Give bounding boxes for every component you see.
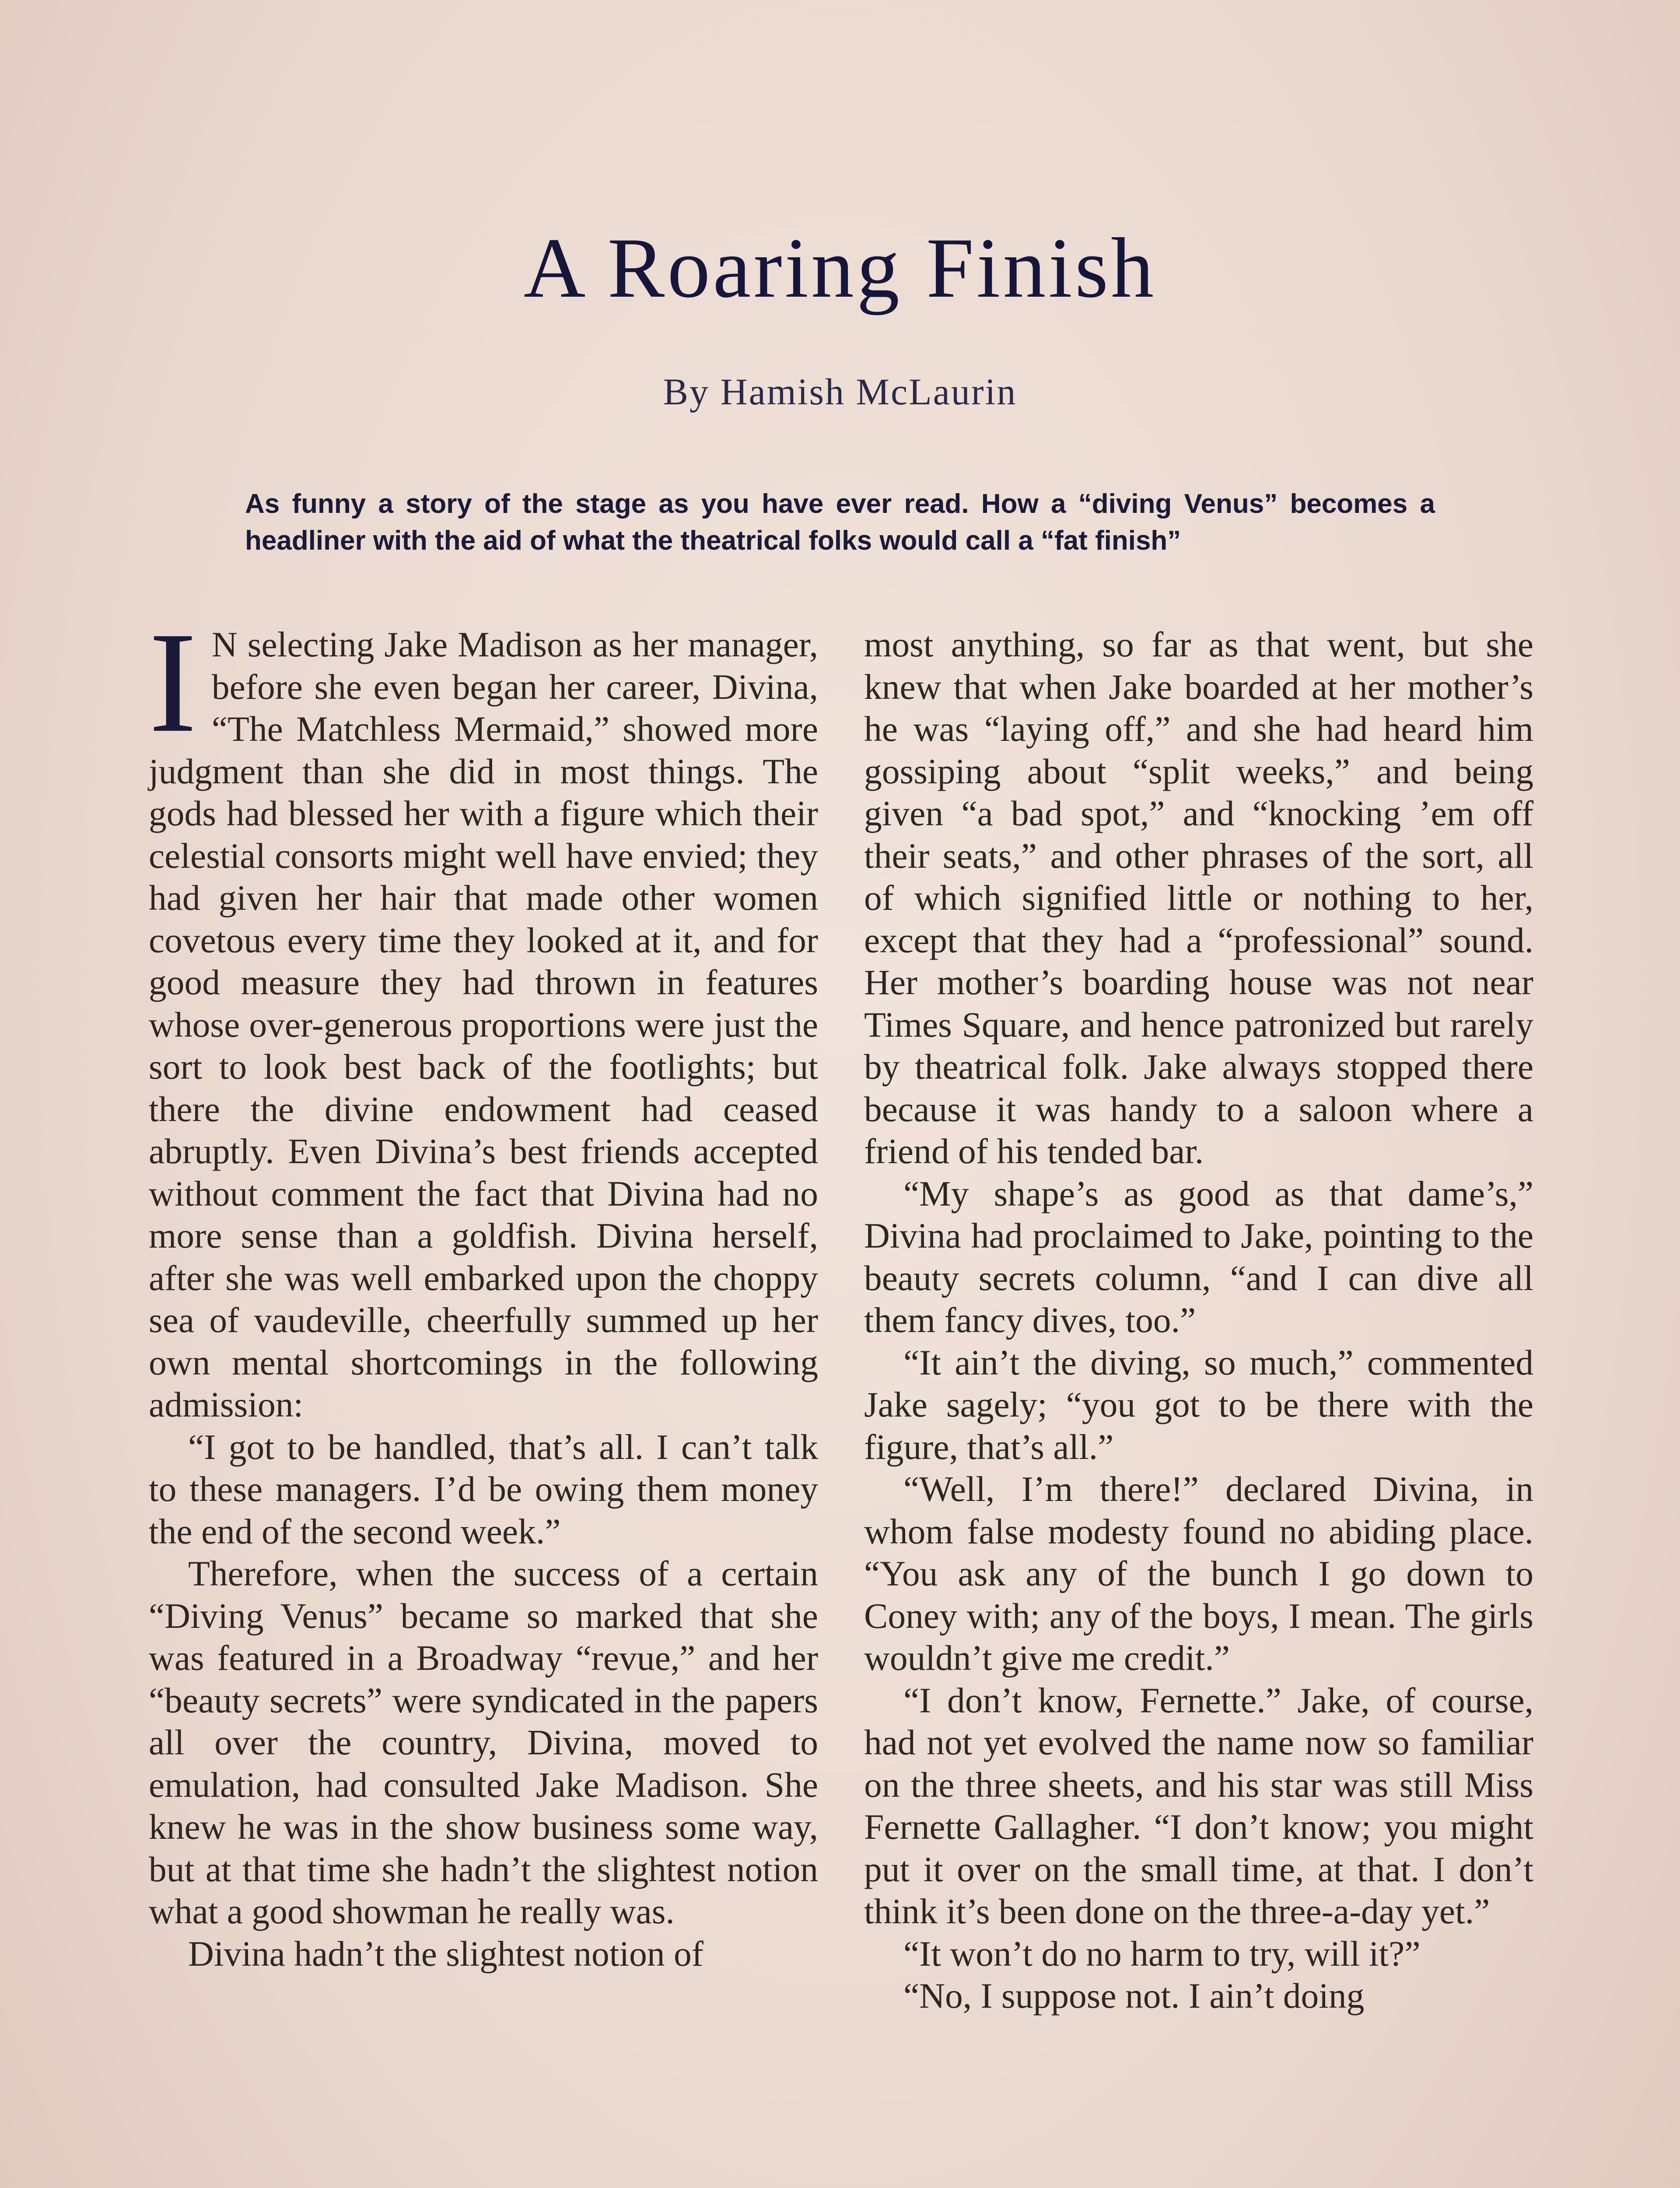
drop-cap: I	[149, 603, 197, 762]
paragraph: Divina hadn’t the slightest notion of	[188, 1933, 704, 1974]
story-deck: As funny a story of the stage as you have ever read. How a “diving Venus” becomes a headliner with the aid of what the theatrical folks would call a “fat finish”	[245, 489, 1435, 556]
byline: By Hamish McLaurin	[663, 371, 1017, 413]
paragraph: Therefore, when the success of a certain “Diving Venus” became so marked that she was featured in a Broadway “revue,” and her “beauty secrets” were syndicated in the papers all over the country, Divina, moved to emulation, had consulted Jake Madison. She knew he was in the show business some way, but at that time she hadn’t the slightest notion what a good showman he really was.	[149, 1553, 818, 1931]
paragraph: most anything, so far as that went, but she knew that when Jake boarded at her mother’s he was “laying off,” and she had heard him gossiping about “split weeks,” and being given “a bad spot,” and “knocking ’em off their seats,” and other phrases of the sort, all of which signified little or nothing to her, except that they had a “professional” sound. Her mother’s boarding house was not near Times Square, and hence patronized but rarely by theatrical folk. Jake always stopped there because it was handy to a saloon where a friend of his tended bar.	[864, 624, 1533, 1171]
story-title: A Roaring Finish	[523, 221, 1157, 316]
left-column	[149, 603, 818, 1975]
paragraph: “It ain’t the diving, so much,” commented Jake sagely; “you got to be there with the figure, that’s all.”	[864, 1342, 1533, 1467]
right-column	[864, 624, 1533, 2017]
paragraph: I N selecting Jake Madison as her manager, before she even began her career, Divina, “The Matchless Mermaid,” showed more judgment than she did in most things. The gods had blessed her with a figure which their celestial consorts might well have envied; they had given her hair that made other women covetous every time they looked at it, and for good measure they had thrown in features whose over-generous proportions were just the sort to look best back of the footlights; but there the divine endowment had ceased abruptly. Even Divina’s best friends accepted without comment the fact that Divina had no more sense than a goldfish. Divina herself, after she was well embarked upon the choppy sea of vaudeville, cheerfully summed up her own mental shortcomings in the following admission:	[149, 603, 818, 1424]
paragraph: “I got to be handled, that’s all. I can’t talk to these managers. I’d be owing them money the end of the second week.”	[149, 1427, 818, 1551]
paragraph: “It won’t do no harm to try, will it?”	[903, 1933, 1421, 1974]
paragraph: “I don’t know, Fernette.” Jake, of course, had not yet evolved the name now so familiar on the three sheets, and his star was still Miss Fernette Gallagher. “I don’t know; you might put it over on the small time, at that. I don’t think it’s been done on the three-a-day yet.”	[864, 1680, 1533, 1931]
paragraph: “Well, I’m there!” declared Divina, in whom false modesty found no abiding place. “You ask any of the bunch I go down to Coney with; any of the boys, I mean. The girls wouldn’t give me credit.”	[864, 1469, 1533, 1678]
paragraph: “My shape’s as good as that dame’s,” Divina had proclaimed to Jake, pointing to the beauty secrets column, “and I can dive all them fancy dives, too.”	[864, 1173, 1533, 1340]
paragraph: “No, I suppose not. I ain’t doing	[903, 1976, 1365, 2016]
